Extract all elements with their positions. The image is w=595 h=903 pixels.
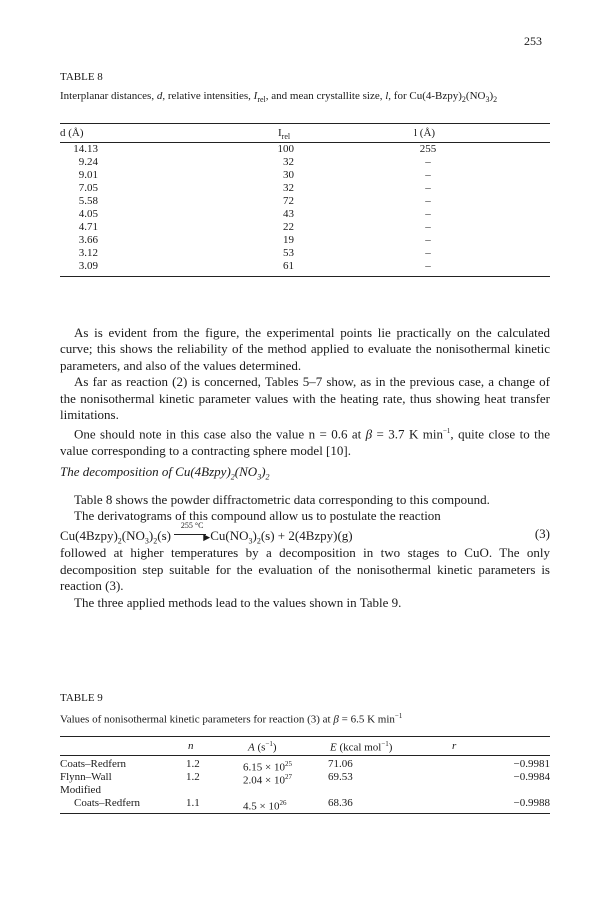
table9-header-e: E (kcal mol$^{-1}$) <box>330 740 393 754</box>
table9-caption: Values of nonisothermal kinetic parameters for reaction (3) at β = 6.5 K $\min^{-1}$ <box>60 712 403 726</box>
cell-method: Modified <box>60 784 101 796</box>
reaction-arrow-icon: 255 °C ▶ <box>174 526 210 540</box>
cell-n: 1.2 <box>186 758 200 770</box>
cell-d: 3.66 <box>78 234 98 246</box>
table9-body <box>60 756 550 813</box>
cell-irel: 61 <box>283 260 294 272</box>
cell-irel: 19 <box>283 234 294 246</box>
paragraph-5: The derivatograms of this compound allow us to postulate the reaction <box>74 507 441 523</box>
table8-header-l: l (Å) <box>414 127 436 139</box>
reaction-formula: $Cu(4Bzpy)_2(NO_3)_2(s)$ 255 °C ▶ $Cu(NO_3)_2(s)$ + 2(4Bzpy)(g) <box>60 521 353 546</box>
cell-d: 9.01 <box>78 169 98 181</box>
table9-header <box>60 737 550 755</box>
cell-e: 71.06 <box>328 758 353 770</box>
cell-l: 255 <box>419 143 437 155</box>
cell-a-exponent: 26 <box>279 799 287 807</box>
cell-d: 3.12 <box>78 247 98 259</box>
section-heading: The decomposition of $Cu(4Bzpy)_2(NO_3)_2$ <box>60 463 270 482</box>
table8-caption-block <box>60 71 550 107</box>
cell-l: – <box>425 260 431 272</box>
cell-irel: 30 <box>283 169 294 181</box>
table9-header-a: A $(s^{-1})$ <box>248 740 277 754</box>
paragraph-2: As far as reaction (2) is concerned, Tables 5–7 show, as in the previous case, a change of the nonisothermal kinetic parameter values with the heating rate, thus showing heat transfer limitations. <box>60 374 550 423</box>
table-row <box>60 260 550 273</box>
cell-l: – <box>425 247 431 259</box>
table-row <box>60 247 550 260</box>
cell-irel: 100 <box>277 143 294 155</box>
cell-method: Coats–Redfern <box>74 797 140 809</box>
cell-e: 68.36 <box>328 797 353 809</box>
cell-irel: 53 <box>283 247 294 259</box>
cell-l: – <box>425 182 431 194</box>
reaction-equation <box>60 521 550 546</box>
cell-d: 7.05 <box>78 182 98 194</box>
cell-a-mantissa: 6.15 × 10 <box>243 761 285 774</box>
page-number: 253 <box>524 34 542 48</box>
cell-a-mantissa: 2.04 × 10 <box>243 774 285 787</box>
paragraph-3: One should note in this case also the value n = 0.6 at β = 3.7 K $\min^{-1}$, quite close to the value corresponding to a contracting sphere model [10]. <box>60 426 550 459</box>
cell-d: 4.05 <box>78 208 98 220</box>
table-row <box>60 208 550 221</box>
cell-l: – <box>425 208 431 220</box>
paragraph-7: The three applied methods lead to the values shown in Table 9. <box>74 594 402 610</box>
table-row <box>60 758 550 774</box>
table9-bottom-rule <box>60 813 550 814</box>
cell-l: – <box>425 169 431 181</box>
cell-n: 1.1 <box>186 797 200 809</box>
cell-r: −0.9981 <box>513 758 550 770</box>
table9-label: TABLE 9 <box>60 692 103 704</box>
cell-method: Coats–Redfern <box>60 758 126 770</box>
table-row <box>60 221 550 234</box>
cell-a-mantissa: 4.5 × 10 <box>243 800 280 813</box>
cell-a <box>243 797 286 814</box>
table8-bottom-rule <box>60 276 550 277</box>
cell-r: −0.9984 <box>513 771 550 783</box>
table-row <box>60 784 550 797</box>
paragraph-4: Table 8 shows the powder diffractometric data corresponding to this compound. <box>74 491 490 507</box>
cell-l: – <box>425 234 431 246</box>
table8-header-irel: $I_{rel}$ <box>278 127 291 142</box>
cell-d: 5.58 <box>78 195 98 207</box>
table-row <box>60 182 550 195</box>
cell-r: −0.9988 <box>513 797 550 809</box>
table8 <box>60 123 550 277</box>
table9-header-n: n <box>188 740 194 752</box>
table-row <box>60 797 550 813</box>
table8-label: TABLE 8 <box>60 71 103 83</box>
cell-a-exponent: 25 <box>284 760 292 768</box>
cell-method: Flynn–Wall <box>60 771 112 783</box>
cell-irel: 43 <box>283 208 294 220</box>
cell-irel: 32 <box>283 156 294 168</box>
table9-caption-block <box>60 692 550 726</box>
cell-irel: 72 <box>283 195 294 207</box>
table-row <box>60 195 550 208</box>
reaction-number: (3) <box>534 526 550 542</box>
table-row <box>60 234 550 247</box>
cell-d: 4.71 <box>78 221 98 233</box>
cell-n: 1.2 <box>186 771 200 783</box>
table-row <box>60 143 550 156</box>
table8-caption: Interplanar distances, d, relative intensities, $I_{rel}$, and mean crystallite size, l, for $Cu(4-Bzpy)_2(NO_3)_2$ <box>60 90 498 105</box>
cell-l: – <box>425 221 431 233</box>
paragraph-6: followed at higher temperatures by a decomposition in two stages to CuO. The only decomposition step suitable for the evaluation of the nonisothermal kinetic parameters is reaction (3). <box>60 545 550 594</box>
cell-e: 69.53 <box>328 771 353 783</box>
table-row <box>60 771 550 787</box>
body-text <box>60 325 550 611</box>
cell-l: – <box>425 195 431 207</box>
cell-d: 9.24 <box>78 156 98 168</box>
cell-l: – <box>425 156 431 168</box>
cell-d: 14.13 <box>73 143 98 155</box>
table-row <box>60 169 550 182</box>
table8-body <box>60 143 550 273</box>
cell-irel: 22 <box>283 221 294 233</box>
cell-d: 3.09 <box>78 260 98 272</box>
table8-header <box>60 124 550 142</box>
table-row <box>60 156 550 169</box>
table9-header-r: r <box>452 740 457 752</box>
table9 <box>60 736 550 814</box>
cell-a-exponent: 27 <box>284 773 292 781</box>
cell-irel: 32 <box>283 182 294 194</box>
table8-header-d: d (Å) <box>60 127 84 139</box>
paragraph-1: As is evident from the figure, the experimental points lie practically on the calculated curve; this shows the reliability of the method applied to evaluate the nonisothermal kinetic parameters, and also of the values determined. <box>60 325 550 373</box>
